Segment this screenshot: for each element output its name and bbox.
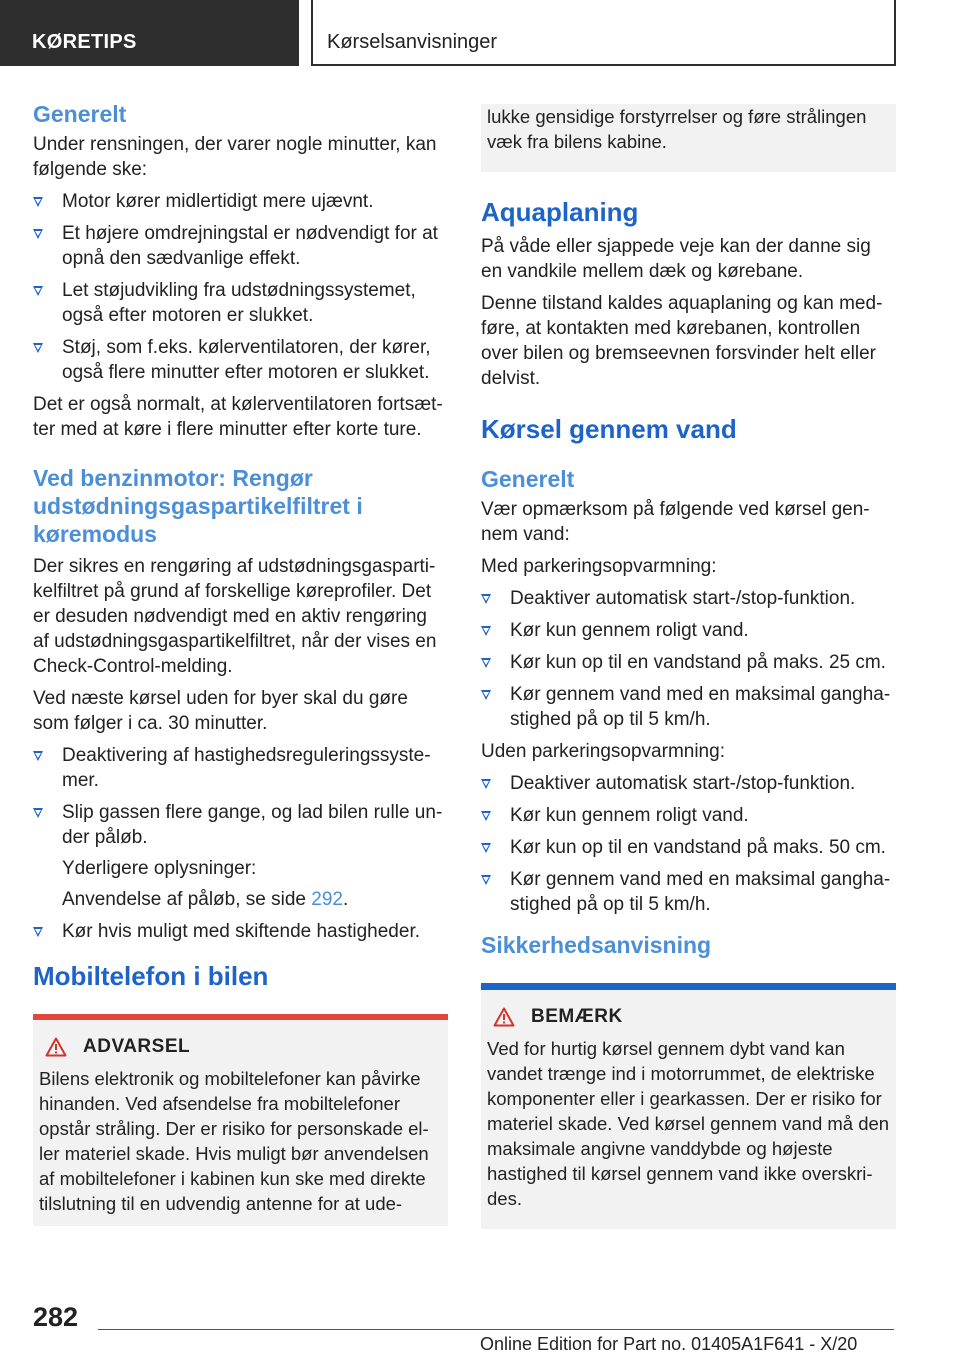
warning-continuation-box [481, 104, 896, 172]
triangle-bullet-icon [33, 197, 43, 207]
note-box [481, 983, 896, 1229]
heading-benzin: Ved benzinmotor: Rengør udstødningsgaspartikelfiltret i køremodus [33, 465, 363, 547]
warning-title: ADVARSEL [45, 1036, 442, 1058]
triangle-bullet-icon [33, 229, 43, 239]
triangle-bullet-icon [481, 779, 491, 789]
paragraph: Vær opmærksom på følgende ved kørsel gennem vand: [481, 499, 870, 545]
note-title: BEMÆRK [493, 1006, 890, 1028]
more-info: Anvendelse af påløb, se side 292. [62, 889, 349, 910]
chapter-tab: Kørselsanvisninger [311, 0, 896, 66]
list-item: Let støjudvikling fra udstødningssystemet, også efter motoren er slukket. [33, 278, 448, 328]
list-item: Kør kun op til en vandstand på maks. 50 cm. [481, 835, 896, 860]
heading-vand: Kørsel gennem vand [481, 414, 737, 444]
heading-sikkerhed: Sikkerhedsanvisning [481, 932, 712, 958]
list-item: Kør hvis muligt med skiftende hastigheder. [33, 919, 448, 944]
bullet-list [481, 771, 896, 917]
page-link[interactable]: 292 [311, 889, 343, 910]
list-item: Deaktivering af hastighedsreguleringssystemer. [33, 743, 448, 793]
heading-mobil: Mobiltelefon i bilen [33, 961, 269, 991]
triangle-bullet-icon [481, 658, 491, 668]
list-item: Kør gennem vand med en maksimal ganghastighed på op til 5 km/h. [481, 682, 896, 732]
page-number: 282 [33, 1302, 79, 1332]
triangle-bullet-icon [33, 751, 43, 761]
triangle-bullet-icon [33, 927, 43, 937]
list-item: Deaktiver automatisk start-/stop-funktion. [481, 771, 896, 796]
paragraph: Der sikres en rengøring af udstødningsgaspartikelfiltret på grund af forskellige køreprofiler. Det er desuden nødvendigt med en aktiv rengøring af udstødningsgaspartikelfiltret, når der vises en Check-Control-melding. [33, 556, 437, 677]
warning-text: Bilens elektronik og mobiltelefoner kan påvirke hinanden. Ved afsendelse fra mobiltelefoner opstår stråling. Der er risiko for personskade eller materiel skade. Hvis muligt bør anvendelsen af mobiltelefoner i kabinen kun ske med direkte tilslutning til en udvendig antenne for at ude- [39, 1068, 429, 1214]
footer-divider [98, 1329, 894, 1330]
warning-text-continued: lukke gensidige forstyrrelser og føre strålingen væk fra bilens kabine. [487, 106, 867, 152]
note-text: Ved for hurtig kørsel gennem dybt vand kan vandet trænge ind i motorrummet, de elektriske komponenter eller i gearkassen. Der er risiko for materiel skade. Ved kørsel gennem vand må den maksimale angivne vanddybde og højeste hastighed til kørsel gennem vand ikke overskrides. [487, 1038, 890, 1209]
bullet-list [33, 743, 448, 944]
triangle-bullet-icon [481, 811, 491, 821]
paragraph: Under rensningen, der varer nogle minutter, kan følgende ske: [33, 134, 437, 180]
paragraph: På våde eller sjappede veje kan der danne sig en vandkile mellem dæk og kørebane. [481, 236, 871, 282]
bullet-list [481, 586, 896, 732]
triangle-bullet-icon [481, 875, 491, 885]
paragraph: Uden parkeringsopvarmning: [481, 741, 725, 762]
list-item: Deaktiver automatisk start-/stop-funktion. [481, 586, 896, 611]
footer-edition: Online Edition for Part no. 01405A1F641 - X/20 [480, 1334, 858, 1354]
paragraph: Ved næste kørsel uden for byer skal du gøre som følger i ca. 30 minutter. [33, 688, 408, 734]
heading-generelt: Generelt [33, 101, 127, 127]
more-info-label: Yderligere oplysninger: [62, 858, 257, 879]
paragraph: Det er også normalt, at kølerventilatoren fortsætter med at køre i flere minutter efter korte ture. [33, 394, 443, 440]
list-item: Motor kører midlertidigt mere ujævnt. [33, 189, 448, 214]
triangle-bullet-icon [481, 843, 491, 853]
triangle-bullet-icon [481, 690, 491, 700]
list-item: Kør gennem vand med en maksimal ganghastighed på op til 5 km/h. [481, 867, 896, 917]
list-item: Støj, som f.eks. kølerventilatoren, der kører, også flere minutter efter motoren er slukket. [33, 335, 448, 385]
heading-aquaplaning: Aquaplaning [481, 197, 639, 227]
triangle-bullet-icon [481, 626, 491, 636]
triangle-bullet-icon [33, 286, 43, 296]
right-column [481, 104, 896, 1229]
list-item: Kør kun op til en vandstand på maks. 25 cm. [481, 650, 896, 675]
left-column [33, 100, 448, 1226]
bullet-list [33, 189, 448, 385]
section-tab: KØRETIPS [0, 0, 299, 66]
triangle-bullet-icon [481, 594, 491, 604]
warning-triangle-icon [493, 1007, 515, 1027]
page-header [0, 0, 960, 66]
list-item: Kør kun gennem roligt vand. [481, 618, 896, 643]
list-item: Et højere omdrejningstal er nødvendigt for at opnå den sædvanlige effekt. [33, 221, 448, 271]
paragraph: Med parkeringsopvarmning: [481, 556, 717, 577]
warning-box [33, 1014, 448, 1226]
heading-generelt-vand: Generelt [481, 466, 575, 492]
warning-triangle-icon [45, 1037, 67, 1057]
triangle-bullet-icon [33, 808, 43, 818]
triangle-bullet-icon [33, 343, 43, 353]
list-item: Slip gassen flere gange, og lad bilen rulle under påløb. Yderligere oplysninger: Anvendelse af påløb, se side 292. [33, 800, 448, 912]
paragraph: Denne tilstand kaldes aquaplaning og kan medføre, at kontakten med kørebanen, kontrollen over bilen og bremseevnen forsvinder helt eller delvist. [481, 293, 883, 389]
list-item: Kør kun gennem roligt vand. [481, 803, 896, 828]
